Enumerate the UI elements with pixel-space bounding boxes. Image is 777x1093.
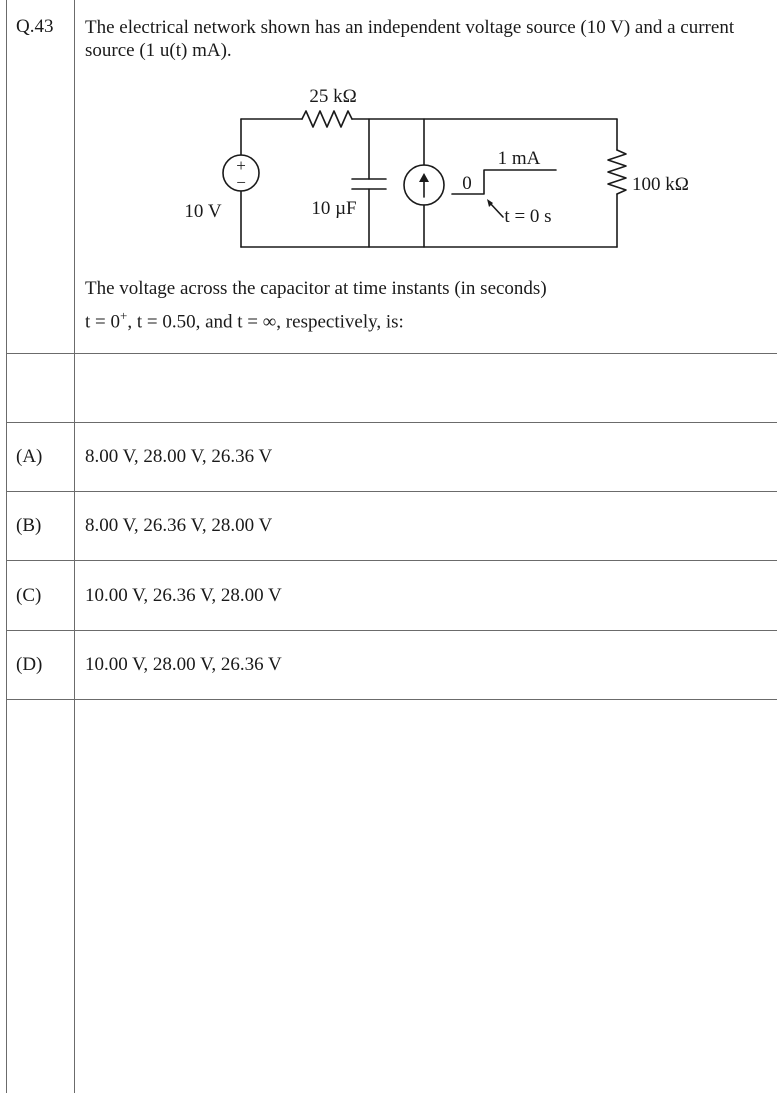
row-divider	[6, 560, 777, 561]
question-prompt	[85, 275, 755, 335]
label-resistor-top: 25 kΩ	[309, 86, 357, 107]
row-divider	[6, 353, 777, 354]
label-step-high: 1 mA	[497, 148, 541, 169]
label-plus-sign: +	[236, 156, 246, 175]
prompt-superscript: +	[120, 308, 128, 323]
label-switch-time: t = 0 s	[504, 206, 552, 227]
option-d-text[interactable]: 10.00 V, 28.00 V, 26.36 V	[85, 654, 282, 675]
prompt-line-1: The voltage across the capacitor at time instants (in seconds)	[85, 278, 547, 299]
question-stem: The electrical network shown has an independent voltage source (10 V) and a current source (1 u(t) mA).	[85, 17, 735, 61]
question-number: Q.43	[16, 16, 54, 37]
option-b-label[interactable]: (B)	[16, 515, 42, 536]
row-divider	[6, 422, 777, 423]
label-resistor-right: 100 kΩ	[632, 174, 689, 195]
prompt-time-zero: t = 0	[85, 311, 120, 333]
label-minus-sign: −	[236, 173, 246, 192]
label-step-low: 0	[462, 173, 472, 194]
resistor-100k	[608, 150, 626, 194]
row-divider	[6, 630, 777, 631]
option-a-label[interactable]: (A)	[16, 446, 43, 467]
resistor-25k	[302, 111, 352, 127]
option-c-label[interactable]: (C)	[16, 585, 42, 606]
option-a-text[interactable]: 8.00 V, 28.00 V, 26.36 V	[85, 446, 273, 467]
prompt-line-2	[85, 302, 755, 335]
label-capacitor: 10 µF	[311, 198, 357, 219]
option-d-label[interactable]: (D)	[16, 654, 43, 675]
label-source-voltage: 10 V	[184, 201, 222, 222]
row-divider	[6, 699, 777, 700]
row-divider	[6, 491, 777, 492]
option-b-text[interactable]: 8.00 V, 26.36 V, 28.00 V	[85, 515, 273, 536]
current-arrowhead-icon	[419, 173, 429, 182]
circuit-diagram	[0, 0, 777, 260]
prompt-times-rest: , t = 0.50, and t = ∞, respectively, is:	[127, 311, 404, 333]
option-c-text[interactable]: 10.00 V, 26.36 V, 28.00 V	[85, 585, 282, 606]
